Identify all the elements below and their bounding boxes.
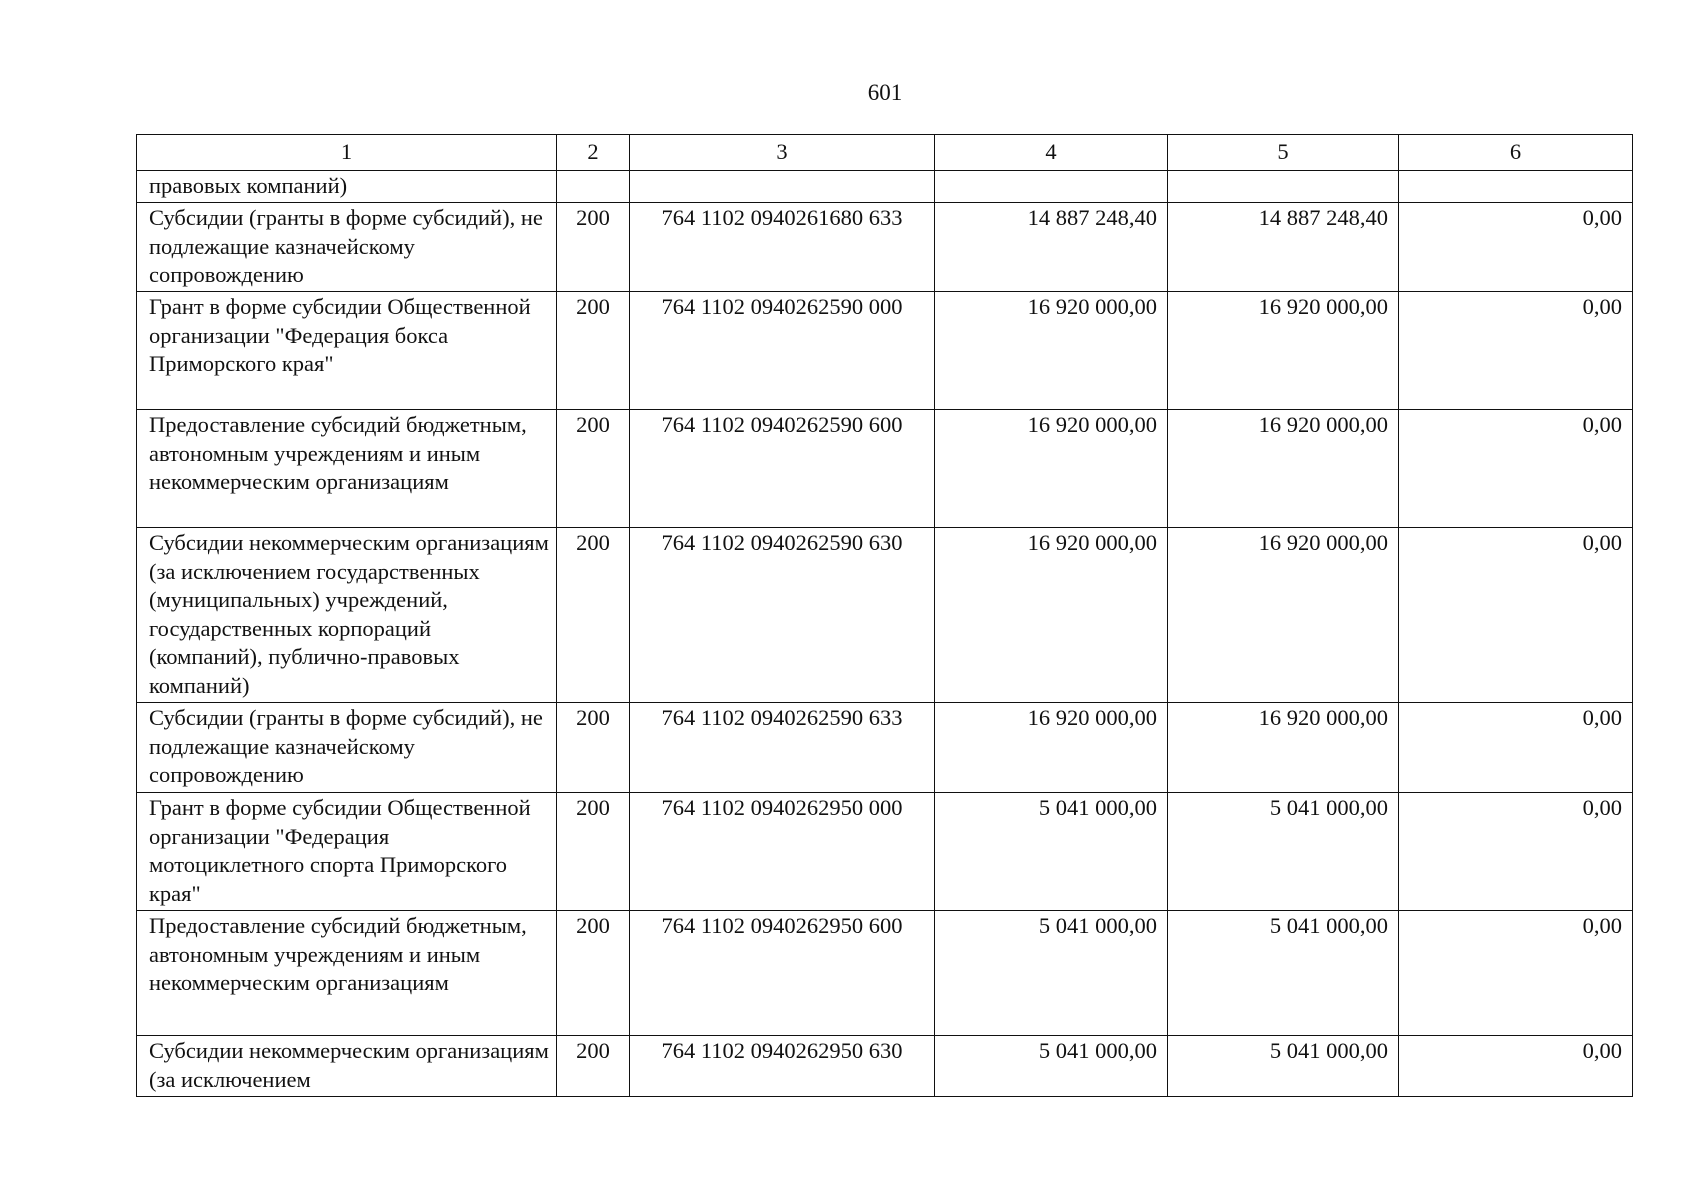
row-code: 200 (557, 528, 630, 703)
column-number-row (137, 135, 1633, 171)
page-number: 601 (867, 80, 903, 105)
column-number-5: 5 (1168, 135, 1399, 171)
row-classification: 764 1102 0940262590 630 (630, 528, 935, 703)
row-name: Субсидии некоммерческим организациям (за исключением государственных (муниципальных) учреждений, государственных корпораций (компаний), публично-правовых компаний) (137, 528, 557, 703)
row-classification: 764 1102 0940262950 630 (630, 1036, 935, 1097)
table-row (137, 410, 1633, 528)
row-code (557, 171, 630, 203)
row-unexecuted: 0,00 (1399, 793, 1633, 911)
row-approved: 16 920 000,00 (935, 410, 1168, 528)
row-code: 200 (557, 703, 630, 793)
row-executed: 5 041 000,00 (1168, 911, 1399, 1036)
row-name: Предоставление субсидий бюджетным, автономным учреждениям и иным некоммерческим организациям (137, 911, 557, 1036)
table-row (137, 203, 1633, 292)
table-row (137, 793, 1633, 911)
row-approved (935, 171, 1168, 203)
column-number-3: 3 (630, 135, 935, 171)
row-executed: 5 041 000,00 (1168, 793, 1399, 911)
row-approved: 5 041 000,00 (935, 1036, 1168, 1097)
row-classification: 764 1102 0940262590 633 (630, 703, 935, 793)
row-name: Грант в форме субсидии Общественной организации "Федерация бокса Приморского края" (137, 292, 557, 410)
row-unexecuted (1399, 171, 1633, 203)
row-approved: 5 041 000,00 (935, 911, 1168, 1036)
column-number-1: 1 (137, 135, 557, 171)
column-number-4: 4 (935, 135, 1168, 171)
table-row (137, 1036, 1633, 1097)
table-row (137, 528, 1633, 703)
row-name: Субсидии (гранты в форме субсидий), не подлежащие казначейскому сопровождению (137, 703, 557, 793)
row-code: 200 (557, 203, 630, 292)
row-unexecuted: 0,00 (1399, 911, 1633, 1036)
row-approved: 16 920 000,00 (935, 703, 1168, 793)
budget-table (136, 134, 1633, 1097)
table-row (137, 703, 1633, 793)
row-code: 200 (557, 793, 630, 911)
table-row (137, 292, 1633, 410)
row-executed: 16 920 000,00 (1168, 528, 1399, 703)
row-name: Субсидии (гранты в форме субсидий), не подлежащие казначейскому сопровождению (137, 203, 557, 292)
row-classification (630, 171, 935, 203)
row-executed: 14 887 248,40 (1168, 203, 1399, 292)
row-name: правовых компаний) (137, 171, 557, 203)
row-unexecuted: 0,00 (1399, 703, 1633, 793)
row-approved: 16 920 000,00 (935, 292, 1168, 410)
table-row (137, 171, 1633, 203)
row-code: 200 (557, 911, 630, 1036)
row-executed (1168, 171, 1399, 203)
row-unexecuted: 0,00 (1399, 410, 1633, 528)
row-unexecuted: 0,00 (1399, 528, 1633, 703)
row-classification: 764 1102 0940262950 000 (630, 793, 935, 911)
row-unexecuted: 0,00 (1399, 292, 1633, 410)
column-number-6: 6 (1399, 135, 1633, 171)
row-code: 200 (557, 292, 630, 410)
row-executed: 16 920 000,00 (1168, 410, 1399, 528)
row-classification: 764 1102 0940261680 633 (630, 203, 935, 292)
column-number-2: 2 (557, 135, 630, 171)
row-classification: 764 1102 0940262590 000 (630, 292, 935, 410)
row-name: Грант в форме субсидии Общественной организации "Федерация мотоциклетного спорта Приморского края" (137, 793, 557, 911)
row-executed: 16 920 000,00 (1168, 292, 1399, 410)
row-code: 200 (557, 1036, 630, 1097)
row-name: Предоставление субсидий бюджетным, автономным учреждениям и иным некоммерческим организациям (137, 410, 557, 528)
table-row (137, 911, 1633, 1036)
row-unexecuted: 0,00 (1399, 203, 1633, 292)
row-executed: 5 041 000,00 (1168, 1036, 1399, 1097)
row-classification: 764 1102 0940262950 600 (630, 911, 935, 1036)
row-code: 200 (557, 410, 630, 528)
row-approved: 16 920 000,00 (935, 528, 1168, 703)
row-executed: 16 920 000,00 (1168, 703, 1399, 793)
row-unexecuted: 0,00 (1399, 1036, 1633, 1097)
row-approved: 5 041 000,00 (935, 793, 1168, 911)
row-name: Субсидии некоммерческим организациям (за исключением (137, 1036, 557, 1097)
row-classification: 764 1102 0940262590 600 (630, 410, 935, 528)
row-approved: 14 887 248,40 (935, 203, 1168, 292)
